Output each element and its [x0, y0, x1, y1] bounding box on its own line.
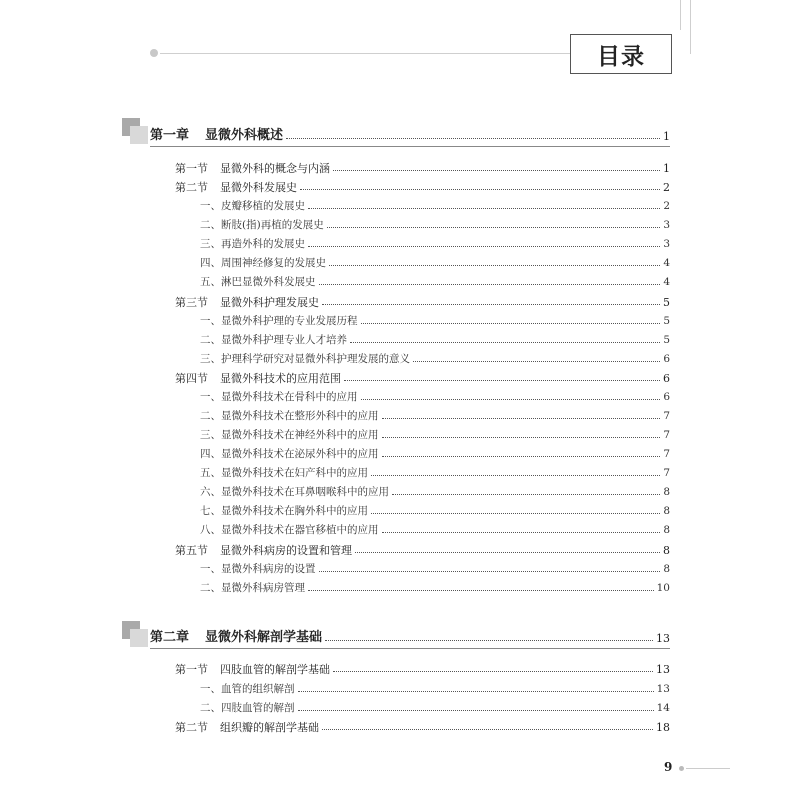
toc-item[interactable]	[200, 487, 670, 498]
frame-dot	[150, 49, 158, 57]
item-label: 二、四肢血管的解剖	[200, 702, 295, 714]
section-title: 组织瓣的解剖学基础	[220, 721, 319, 734]
item-page: 6	[663, 353, 670, 365]
chapter-number: 第二章	[150, 630, 190, 645]
section-number: 第二节	[175, 721, 208, 734]
toc-item[interactable]	[200, 258, 670, 269]
section-heading[interactable]	[175, 163, 670, 174]
right-frame-line	[690, 0, 691, 54]
item-label: 一、皮瓣移植的发展史	[200, 200, 305, 212]
toc-item[interactable]	[200, 335, 670, 346]
section-number: 第一节	[175, 162, 208, 175]
chapter-heading[interactable]	[150, 129, 670, 142]
item-page: 8	[663, 486, 670, 498]
section-page: 18	[656, 721, 670, 734]
item-page: 8	[663, 524, 670, 536]
section-page: 1	[663, 162, 670, 175]
item-page: 5	[663, 334, 670, 346]
item-label: 一、显微外科技术在骨科中的应用	[200, 391, 358, 403]
chapter-rule	[150, 648, 670, 649]
section-page: 6	[663, 372, 670, 385]
chapter-rule	[150, 146, 670, 147]
toc-item[interactable]	[200, 449, 670, 460]
item-page: 4	[663, 257, 670, 269]
item-page: 7	[663, 410, 670, 422]
item-label: 一、显微外科病房的设置	[200, 563, 316, 575]
item-label: 三、再造外科的发展史	[200, 238, 305, 250]
item-label: 四、显微外科技术在泌尿外科中的应用	[200, 448, 379, 460]
section-page: 5	[663, 296, 670, 309]
section-title: 显微外科护理发展史	[220, 296, 319, 309]
item-page: 4	[663, 276, 670, 288]
toc-item[interactable]	[200, 316, 670, 327]
chapter-page: 13	[656, 632, 670, 645]
toc-item[interactable]	[200, 684, 670, 695]
section-page: 2	[663, 181, 670, 194]
section-heading[interactable]	[175, 545, 670, 556]
item-label: 六、显微外科技术在耳鼻咽喉科中的应用	[200, 486, 389, 498]
item-page: 8	[663, 505, 670, 517]
item-label: 二、显微外科护理专业人才培养	[200, 334, 347, 346]
right-frame-line-inner	[680, 0, 681, 30]
section-number: 第四节	[175, 372, 208, 385]
section-number: 第二节	[175, 181, 208, 194]
chapter-title: 显微外科解剖学基础	[205, 630, 323, 645]
item-page: 14	[656, 702, 670, 714]
item-page: 7	[663, 467, 670, 479]
section-title: 显微外科技术的应用范围	[220, 372, 341, 385]
toc-item[interactable]	[200, 703, 670, 714]
toc-item[interactable]	[200, 583, 670, 594]
section-page: 13	[656, 663, 670, 676]
toc-item[interactable]	[200, 220, 670, 231]
chapter-heading[interactable]	[150, 631, 670, 644]
item-label: 三、护理科学研究对显微外科护理发展的意义	[200, 353, 410, 365]
item-label: 二、显微外科技术在整形外科中的应用	[200, 410, 379, 422]
item-label: 五、显微外科技术在妇产科中的应用	[200, 467, 368, 479]
page-line	[686, 768, 730, 769]
item-page: 3	[663, 219, 670, 231]
section-title: 显微外科发展史	[220, 181, 297, 194]
item-page: 8	[663, 563, 670, 575]
item-label: 二、断肢(指)再植的发展史	[200, 219, 324, 231]
chapter-title: 显微外科概述	[205, 128, 284, 143]
item-page: 6	[663, 391, 670, 403]
item-label: 四、周围神经修复的发展史	[200, 257, 326, 269]
section-heading[interactable]	[175, 182, 670, 193]
item-page: 2	[663, 200, 670, 212]
section-title: 四肢血管的解剖学基础	[220, 663, 330, 676]
section-title: 显微外科的概念与内涵	[220, 162, 330, 175]
item-label: 一、显微外科护理的专业发展历程	[200, 315, 358, 327]
section-heading[interactable]	[175, 722, 670, 733]
section-number: 第五节	[175, 544, 208, 557]
item-page: 10	[656, 582, 670, 594]
section-number: 第三节	[175, 296, 208, 309]
item-page: 7	[663, 429, 670, 441]
toc-item[interactable]	[200, 201, 670, 212]
toc-item[interactable]	[200, 430, 670, 441]
section-heading[interactable]	[175, 297, 670, 308]
toc-item[interactable]	[200, 525, 670, 536]
section-heading[interactable]	[175, 664, 670, 675]
item-label: 五、淋巴显微外科发展史	[200, 276, 316, 288]
page-number: 9	[664, 760, 673, 774]
section-page: 8	[663, 544, 670, 557]
item-label: 三、显微外科技术在神经外科中的应用	[200, 429, 379, 441]
toc-item[interactable]	[200, 564, 670, 575]
top-frame-line	[160, 53, 570, 54]
section-number: 第一节	[175, 663, 208, 676]
item-label: 二、显微外科病房管理	[200, 582, 305, 594]
item-page: 7	[663, 448, 670, 460]
toc-title: 目录	[570, 34, 672, 74]
item-page: 5	[663, 315, 670, 327]
page-dot	[679, 766, 684, 771]
item-page: 3	[663, 238, 670, 250]
section-heading[interactable]	[175, 373, 670, 384]
item-label: 七、显微外科技术在胸外科中的应用	[200, 505, 368, 517]
chapter-page: 1	[663, 130, 670, 143]
item-label: 八、显微外科技术在器官移植中的应用	[200, 524, 379, 536]
toc-item[interactable]	[200, 239, 670, 250]
toc-item[interactable]	[200, 411, 670, 422]
toc-item[interactable]	[200, 506, 670, 517]
toc-item[interactable]	[200, 277, 670, 288]
chapter-number: 第一章	[150, 128, 190, 143]
section-title: 显微外科病房的设置和管理	[220, 544, 352, 557]
toc-item[interactable]	[200, 354, 670, 365]
item-page: 13	[656, 683, 670, 695]
toc-item[interactable]	[200, 392, 670, 403]
item-label: 一、血管的组织解剖	[200, 683, 295, 695]
toc-item[interactable]	[200, 468, 670, 479]
